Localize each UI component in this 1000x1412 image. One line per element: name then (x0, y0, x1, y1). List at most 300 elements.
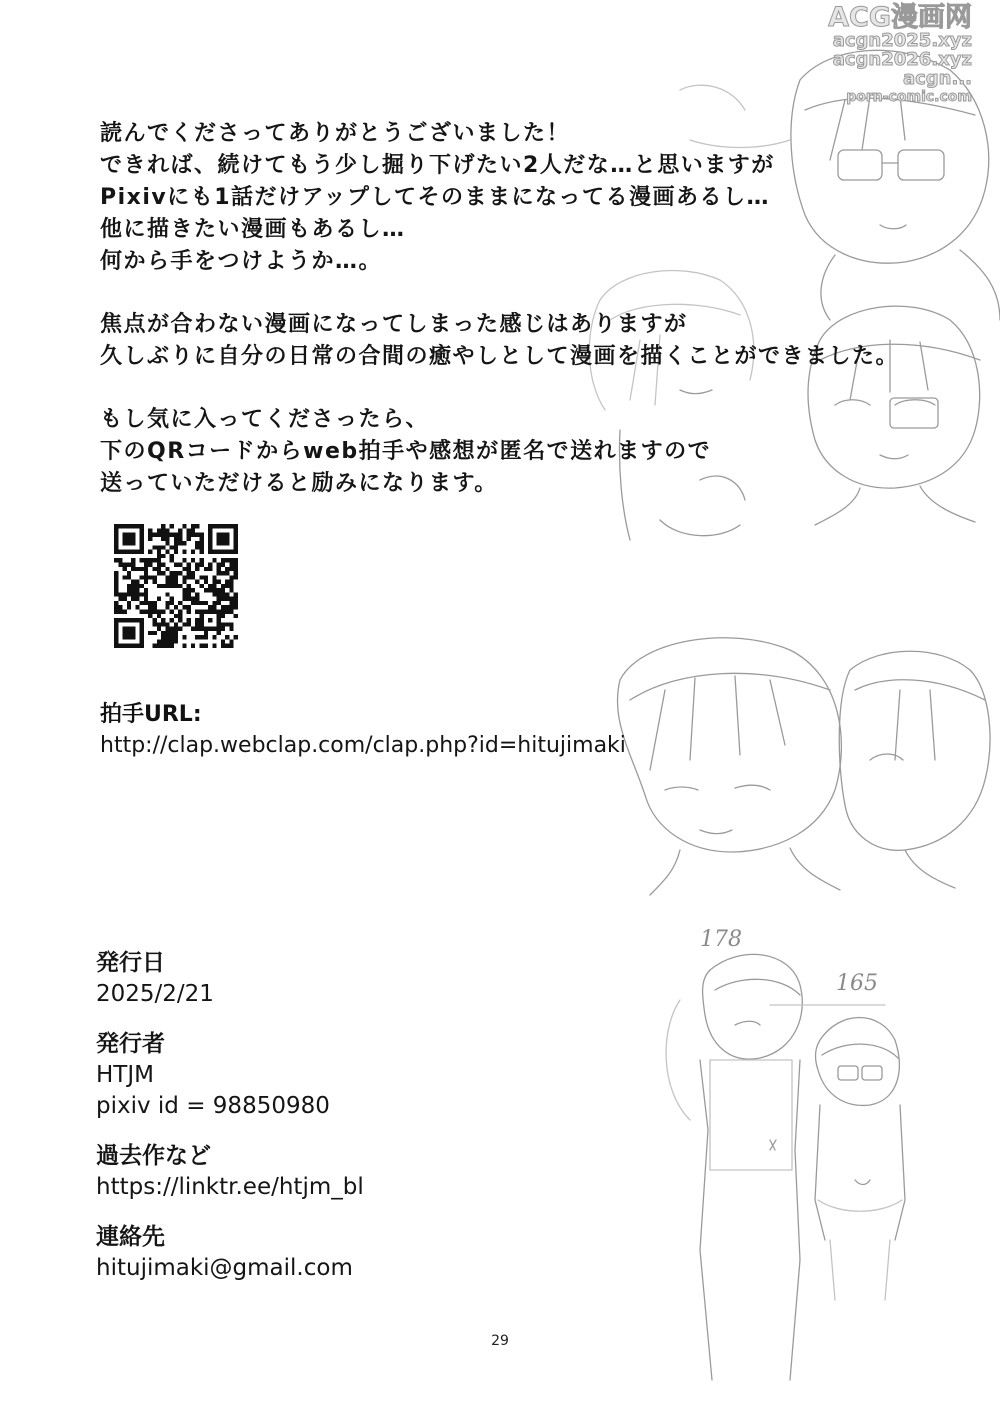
afterword-line: できれば、続けてもう少し掘り下げたい2人だな…と思いますが (100, 153, 775, 178)
qr-module (225, 524, 229, 528)
qr-module (229, 550, 233, 554)
qr-module (161, 584, 165, 588)
qr-module (187, 592, 191, 596)
qr-module (234, 558, 238, 562)
qr-module (123, 635, 127, 639)
qr-module (217, 562, 221, 566)
qr-module (204, 580, 208, 584)
qr-module (221, 558, 225, 562)
qr-module (182, 588, 186, 592)
qr-module (114, 639, 118, 643)
qr-module (131, 537, 135, 541)
contact-label: 連絡先 (96, 1224, 165, 1250)
qr-module (123, 618, 127, 622)
qr-module (221, 627, 225, 631)
qr-module (157, 614, 161, 618)
qr-module (178, 618, 182, 622)
qr-module (221, 524, 225, 528)
qr-module (123, 644, 127, 648)
qr-module (131, 562, 135, 566)
qr-module (114, 601, 118, 605)
qr-module (174, 631, 178, 635)
qr-module (191, 533, 195, 537)
publisher-label: 発行者 (96, 1031, 165, 1057)
qr-module (221, 533, 225, 537)
qr-module (114, 618, 118, 622)
qr-module (152, 610, 156, 614)
qr-module (182, 635, 186, 639)
qr-module (208, 562, 212, 566)
qr-module (140, 592, 144, 596)
qr-module (170, 635, 174, 639)
qr-module (234, 635, 238, 639)
qr-module (217, 631, 221, 635)
qr-module (204, 644, 208, 648)
qr-module (123, 575, 127, 579)
qr-module (127, 524, 131, 528)
qr-module (204, 627, 208, 631)
watermark-line: porn-comic.com (846, 89, 972, 105)
qr-module (234, 605, 238, 609)
qr-module (123, 597, 127, 601)
qr-module (217, 580, 221, 584)
qr-module (161, 528, 165, 532)
qr-module (187, 588, 191, 592)
qr-module (140, 541, 144, 545)
qr-module (174, 537, 178, 541)
qr-module (127, 584, 131, 588)
qr-module (165, 567, 169, 571)
qr-module (174, 562, 178, 566)
qr-module (165, 627, 169, 631)
qr-module (170, 584, 174, 588)
qr-module (123, 562, 127, 566)
qr-module (140, 575, 144, 579)
qr-module (165, 592, 169, 596)
qr-module (221, 550, 225, 554)
qr-module (131, 644, 135, 648)
qr-module (234, 614, 238, 618)
qr-module (140, 627, 144, 631)
qr-module (182, 541, 186, 545)
qr-module (140, 635, 144, 639)
qr-module (127, 575, 131, 579)
qr-module (229, 627, 233, 631)
qr-module (187, 610, 191, 614)
qr-module (182, 558, 186, 562)
qr-module (148, 533, 152, 537)
qr-module (157, 644, 161, 648)
colophon (96, 948, 696, 1303)
qr-module (204, 601, 208, 605)
qr-module (161, 524, 165, 528)
qr-module (148, 562, 152, 566)
qr-module (221, 592, 225, 596)
qr-module (170, 571, 174, 575)
qr-module (212, 601, 216, 605)
qr-module (170, 601, 174, 605)
qr-module (225, 533, 229, 537)
qr-module (165, 601, 169, 605)
afterword-line: 他に描きたい漫画もあるし… (100, 217, 406, 242)
qr-module (148, 528, 152, 532)
qr-module (187, 571, 191, 575)
qr-module (170, 597, 174, 601)
qr-module (225, 580, 229, 584)
qr-module (161, 622, 165, 626)
qr-module (212, 584, 216, 588)
qr-module (178, 541, 182, 545)
qr-module (131, 635, 135, 639)
qr-module (221, 571, 225, 575)
qr-module (157, 533, 161, 537)
qr-module (161, 545, 165, 549)
qr-module (195, 592, 199, 596)
qr-module (165, 575, 169, 579)
qr-module (225, 605, 229, 609)
qr-module (123, 567, 127, 571)
qr-module (187, 567, 191, 571)
qr-module (234, 567, 238, 571)
qr-module (144, 567, 148, 571)
qr-module (131, 567, 135, 571)
qr-module (127, 533, 131, 537)
qr-module (217, 597, 221, 601)
qr-module (127, 592, 131, 596)
qr-module (217, 622, 221, 626)
qr-module (195, 597, 199, 601)
qr-module (114, 610, 118, 614)
qr-module (182, 550, 186, 554)
qr-module (127, 644, 131, 648)
qr-module (221, 537, 225, 541)
qr-module (114, 545, 118, 549)
qr-module (212, 580, 216, 584)
qr-module (170, 533, 174, 537)
contact-email[interactable]: hitujimaki@gmail.com (96, 1255, 353, 1281)
clap-url-link[interactable]: http://clap.webclap.com/clap.php?id=hitujimaki (100, 733, 626, 758)
qr-module (217, 541, 221, 545)
qr-module (118, 644, 122, 648)
qr-module (127, 605, 131, 609)
colophon-contact (96, 1222, 696, 1284)
qr-module (229, 584, 233, 588)
qr-module (118, 605, 122, 609)
qr-module (229, 575, 233, 579)
qr-module (152, 533, 156, 537)
qr-module (234, 528, 238, 532)
qr-module (165, 533, 169, 537)
watermark-line: acgn2026.xyz (832, 49, 972, 70)
afterword-paragraph (100, 404, 980, 500)
qr-module (217, 610, 221, 614)
qr-module (229, 558, 233, 562)
qr-module (131, 627, 135, 631)
qr-module (140, 567, 144, 571)
qr-module (135, 605, 139, 609)
qr-module (127, 562, 131, 566)
qr-module (200, 627, 204, 631)
qr-module (174, 605, 178, 609)
qr-module (200, 558, 204, 562)
qr-module (225, 622, 229, 626)
past-works-link[interactable]: https://linktr.ee/htjm_bl (96, 1174, 364, 1200)
qr-module (208, 567, 212, 571)
qr-module (212, 575, 216, 579)
qr-module (208, 550, 212, 554)
qr-module (212, 627, 216, 631)
publisher-value: HTJM (96, 1062, 154, 1088)
qr-module (114, 575, 118, 579)
qr-module (174, 545, 178, 549)
qr-module (191, 601, 195, 605)
qr-module (204, 575, 208, 579)
qr-module (187, 605, 191, 609)
qr-module (191, 550, 195, 554)
qr-module (191, 597, 195, 601)
qr-module (157, 610, 161, 614)
qr-module (229, 622, 233, 626)
qr-module (127, 627, 131, 631)
qr-module (127, 618, 131, 622)
qr-module (217, 567, 221, 571)
qr-module (208, 627, 212, 631)
qr-module (157, 639, 161, 643)
qr-module (161, 639, 165, 643)
qr-module (161, 644, 165, 648)
qr-module (178, 537, 182, 541)
qr-module (200, 562, 204, 566)
qr-module (127, 541, 131, 545)
qr-module (178, 601, 182, 605)
clap-label: 拍手URL: (100, 702, 202, 727)
qr-module (135, 524, 139, 528)
qr-module (157, 528, 161, 532)
qr-module (148, 601, 152, 605)
qr-module (212, 605, 216, 609)
qr-module (127, 550, 131, 554)
qr-module (234, 537, 238, 541)
qr-module (140, 631, 144, 635)
qr-module (187, 528, 191, 532)
qr-module (131, 592, 135, 596)
qr-module (170, 610, 174, 614)
afterword-line: 久しぶりに自分の日常の合間の癒やしとして漫画を描くことができました。 (100, 344, 900, 369)
qr-module (114, 580, 118, 584)
qr-module (204, 631, 208, 635)
qr-module (165, 528, 169, 532)
qr-module (229, 644, 233, 648)
qr-module (144, 592, 148, 596)
qr-module (221, 605, 225, 609)
qr-module (148, 575, 152, 579)
qr-module (152, 567, 156, 571)
qr-module (217, 627, 221, 631)
qr-module (234, 571, 238, 575)
qr-module (229, 610, 233, 614)
qr-module (225, 635, 229, 639)
qr-module (135, 597, 139, 601)
qr-module (178, 614, 182, 618)
qr-module (212, 592, 216, 596)
qr-module (170, 627, 174, 631)
qr-module (208, 584, 212, 588)
qr-module (123, 541, 127, 545)
qr-module (187, 597, 191, 601)
qr-module (195, 610, 199, 614)
qr-module (212, 524, 216, 528)
qr-module (212, 558, 216, 562)
qr-module (217, 533, 221, 537)
qr-module (114, 541, 118, 545)
qr-module (200, 601, 204, 605)
qr-module (135, 580, 139, 584)
qr-module (225, 558, 229, 562)
qr-module (140, 558, 144, 562)
qr-module (140, 545, 144, 549)
qr-module (174, 627, 178, 631)
qr-module (161, 631, 165, 635)
qr-module (178, 528, 182, 532)
qr-module (234, 597, 238, 601)
qr-module (234, 592, 238, 596)
watermark (828, 4, 972, 104)
qr-module (165, 580, 169, 584)
qr-module (182, 592, 186, 596)
qr-module (165, 635, 169, 639)
qr-module (118, 610, 122, 614)
qr-module (140, 601, 144, 605)
qr-module (114, 550, 118, 554)
qr-module (191, 571, 195, 575)
qr-module (182, 575, 186, 579)
qr-module (148, 550, 152, 554)
qr-module (221, 644, 225, 648)
qr-module (144, 571, 148, 575)
qr-module (234, 524, 238, 528)
qr-module (174, 639, 178, 643)
qr-module (229, 605, 233, 609)
qr-module (229, 524, 233, 528)
qr-module (195, 541, 199, 545)
qr-module (161, 610, 165, 614)
qr-module (225, 597, 229, 601)
qr-module (148, 558, 152, 562)
qr-module (221, 614, 225, 618)
qr-module (135, 592, 139, 596)
qr-module (135, 644, 139, 648)
qr-module (225, 610, 229, 614)
qr-module (187, 618, 191, 622)
qr-module (170, 524, 174, 528)
qr-module (174, 614, 178, 618)
qr-module (148, 610, 152, 614)
qr-module (157, 554, 161, 558)
qr-module (152, 605, 156, 609)
qr-module (114, 588, 118, 592)
qr-module (114, 584, 118, 588)
qr-module (200, 618, 204, 622)
qr-module (165, 605, 169, 609)
qr-module (152, 545, 156, 549)
qr-module (234, 550, 238, 554)
qr-module (200, 537, 204, 541)
qr-module (114, 524, 118, 528)
qr-module (212, 550, 216, 554)
qr-module (225, 644, 229, 648)
qr-module (234, 533, 238, 537)
qr-module (140, 524, 144, 528)
qr-module (161, 618, 165, 622)
qr-module (114, 558, 118, 562)
qr-module (208, 618, 212, 622)
qr-module (114, 533, 118, 537)
afterword-line: もし気に入ってくださったら、 (100, 407, 430, 432)
qr-module (144, 597, 148, 601)
qr-module (144, 580, 148, 584)
qr-module (165, 550, 169, 554)
qr-module (127, 537, 131, 541)
qr-module (114, 635, 118, 639)
qr-module (182, 644, 186, 648)
qr-code[interactable] (114, 524, 238, 648)
qr-module (148, 631, 152, 635)
qr-module (212, 635, 216, 639)
qr-module (187, 622, 191, 626)
qr-module (131, 588, 135, 592)
qr-module (208, 537, 212, 541)
qr-module (234, 601, 238, 605)
qr-module (140, 622, 144, 626)
qr-module (225, 567, 229, 571)
qr-module (208, 541, 212, 545)
qr-module (178, 571, 182, 575)
qr-module (221, 639, 225, 643)
qr-module (118, 618, 122, 622)
qr-module (131, 584, 135, 588)
qr-module (174, 541, 178, 545)
qr-module (217, 601, 221, 605)
qr-module (208, 605, 212, 609)
qr-module (200, 550, 204, 554)
qr-module (229, 639, 233, 643)
qr-module (191, 524, 195, 528)
date-label: 発行日 (96, 950, 165, 976)
qr-module (225, 550, 229, 554)
qr-module (229, 597, 233, 601)
qr-module (195, 562, 199, 566)
qr-module (174, 571, 178, 575)
height-number-178: 178 (700, 927, 742, 952)
qr-module (170, 545, 174, 549)
qr-module (131, 631, 135, 635)
qr-module (135, 618, 139, 622)
qr-module (229, 580, 233, 584)
qr-module (157, 562, 161, 566)
qr-module (187, 533, 191, 537)
qr-module (127, 631, 131, 635)
qr-module (217, 614, 221, 618)
qr-module (195, 601, 199, 605)
qr-module (200, 533, 204, 537)
qr-module (157, 597, 161, 601)
qr-module (165, 644, 169, 648)
qr-module (200, 575, 204, 579)
qr-module (174, 550, 178, 554)
qr-module (195, 635, 199, 639)
qr-module (200, 622, 204, 626)
qr-module (200, 545, 204, 549)
